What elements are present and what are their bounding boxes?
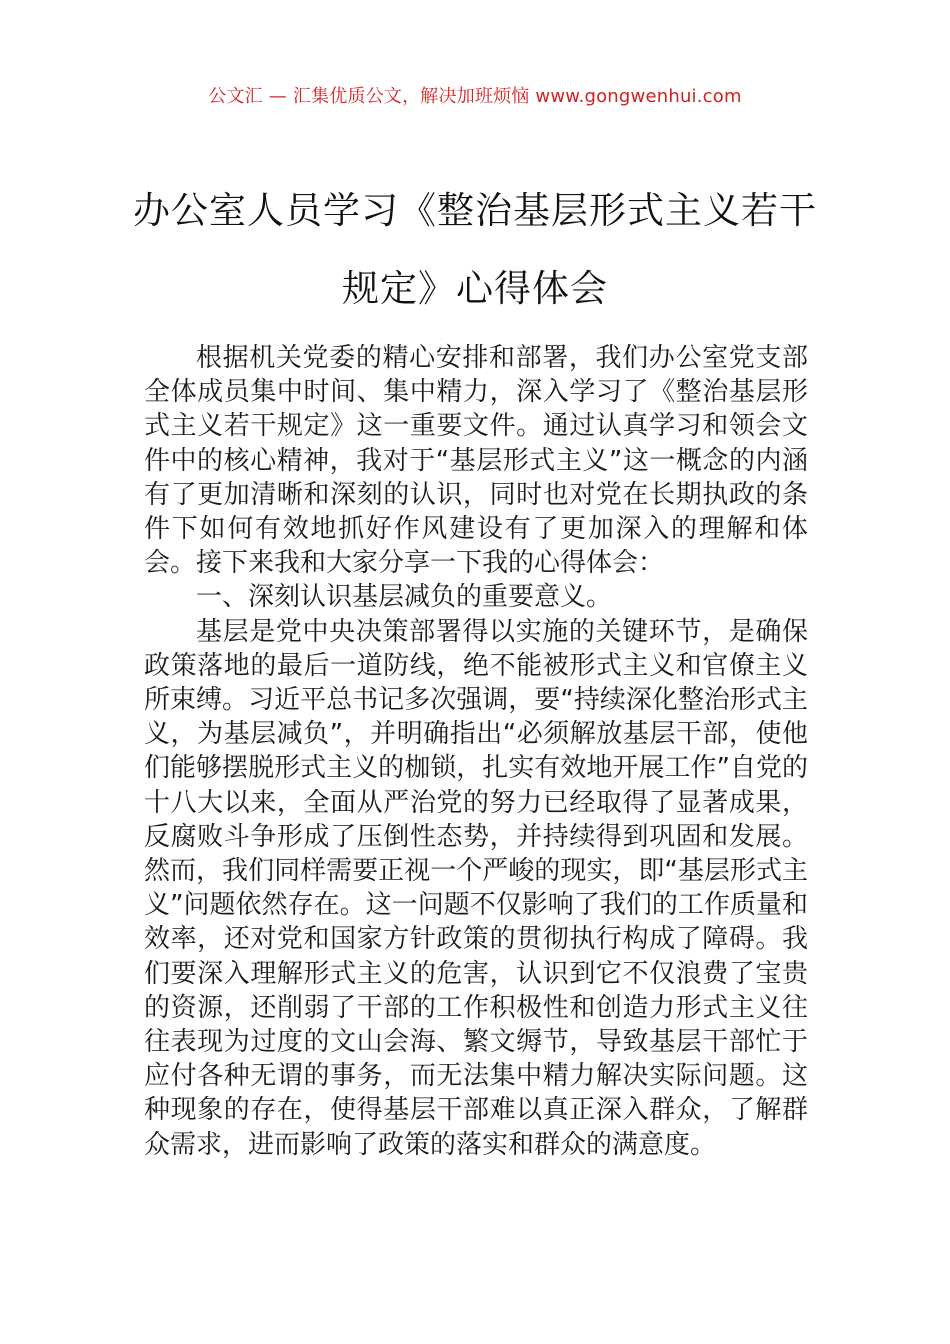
intro-paragraph: 根据机关党委的精心安排和部署，我们办公室党支部全体成员集中时间、集中精力，深入学习了《整治基层形式主义若干规定》这一重要文件。通过认真学习和领会文件中的核心精神，我对于“基层形式主义”这一概念的内涵有了更加清晰和深刻的认识，同时也对党在长期执政的条件下如何有效地抓好作风建设有了更加深入的理解和体会。接下来我和大家分享一下我的心得体会： — [144, 343, 808, 579]
document-title — [60, 172, 890, 328]
section-1-paragraph: 基层是党中央决策部署得以实施的关键环节，是确保政策落地的最后一道防线，绝不能被形式主义和官僚主义所束缚。习近平总书记多次强调，要“持续深化整治形式主义，为基层减负”，并明确指出“必须解放基层干部，使他们能够摆脱形式主义的枷锁，扎实有效地开展工作”自党的十八大以来，全面从严治党的努力已经取得了显著成果，反腐败斗争形成了压倒性态势，并持续得到巩固和发展。然而，我们同样需要正视一个严峻的现实，即“基层形式主义”问题依然存在。这一问题不仅影响了我们的工作质量和效率，还对党和国家方针政策的贯彻执行构成了障碍。我们要深入理解形式主义的危害，认识到它不仅浪费了宝贵的资源，还削弱了干部的工作积极性和创造力形式主义往往表现为过度的文山会海、繁文缛节，导致基层干部忙于应付各种无谓的事务，而无法集中精力解决实际问题。这种现象的存在，使得基层干部难以真正深入群众，了解群众需求，进而影响了政策的落实和群众的满意度。 — [144, 616, 808, 1160]
title-line-1: 办公室人员学习《整治基层形式主义若干 — [133, 189, 817, 232]
title-line-2: 规定》心得体会 — [342, 267, 608, 310]
site-banner: 公文汇 — 汇集优质公文，解决加班烦恼 www.gongwenhui.com — [208, 86, 742, 107]
section-heading-1: 一、深刻认识基层减负的重要意义。 — [196, 582, 613, 613]
document-body — [144, 341, 808, 1162]
